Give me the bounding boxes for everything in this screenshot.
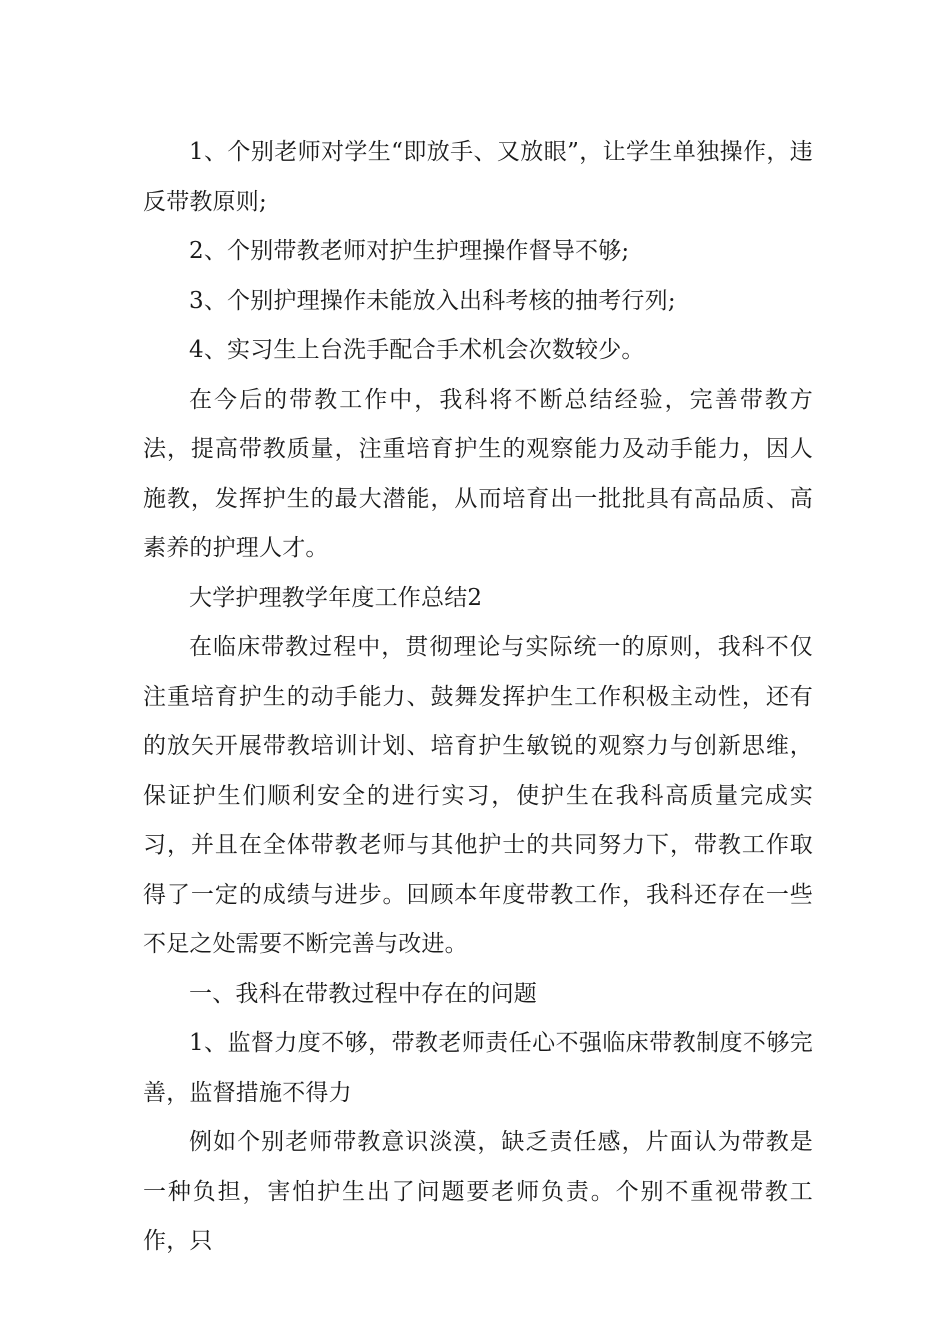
paragraph-example: 例如个别老师带教意识淡漠，缺乏责任感，片面认为带教是一种负担，害怕护生出了问题要老师负责。个别不重视带教工作，只	[143, 1129, 813, 1254]
paragraph-item-1: 1、个别老师对学生“即放手、又放眼”，让学生单独操作，违反带教原则;	[143, 139, 813, 215]
problem-item-1: 1、监督力度不够，带教老师责任心不强临床带教制度不够完善，监督措施不得力	[143, 1030, 813, 1106]
paragraph-clinical-teaching: 在临床带教过程中，贯彻理论与实际统一的原则，我科不仅注重培育护生的动手能力、鼓舞发挥护生工作积极主动性，还有的放矢开展带教培训计划、培育护生敏锐的观察力与创新思维，保证护生们顺利安全的进行实习，使护生在我科高质量完成实习，并且在全体带教老师与其他护士的共同努力下，带教工作取得了一定的成绩与进步。回顾本年度带教工作，我科还存在一些不足之处需要不断完善与改进。	[143, 634, 813, 957]
paragraph-item-2: 2、个别带教老师对护生护理操作督导不够;	[189, 238, 630, 264]
paragraph-item-4: 4、实习生上台洗手配合手术机会次数较少。	[189, 337, 645, 363]
paragraph-item-3: 3、个别护理操作未能放入出科考核的抽考行列;	[189, 287, 676, 314]
problem-heading: 一、我科在带教过程中存在的问题	[189, 980, 537, 1007]
paragraph-future-work: 在今后的带教工作中，我科将不断总结经验，完善带教方法，提高带教质量，注重培育护生的观察能力及动手能力，因人施教，发挥护生的最大潜能，从而培育出一批批具有高品质、高素养的护理人才。	[143, 386, 813, 561]
section-title: 大学护理教学年度工作总结2	[189, 584, 483, 611]
document-body	[143, 128, 813, 1267]
